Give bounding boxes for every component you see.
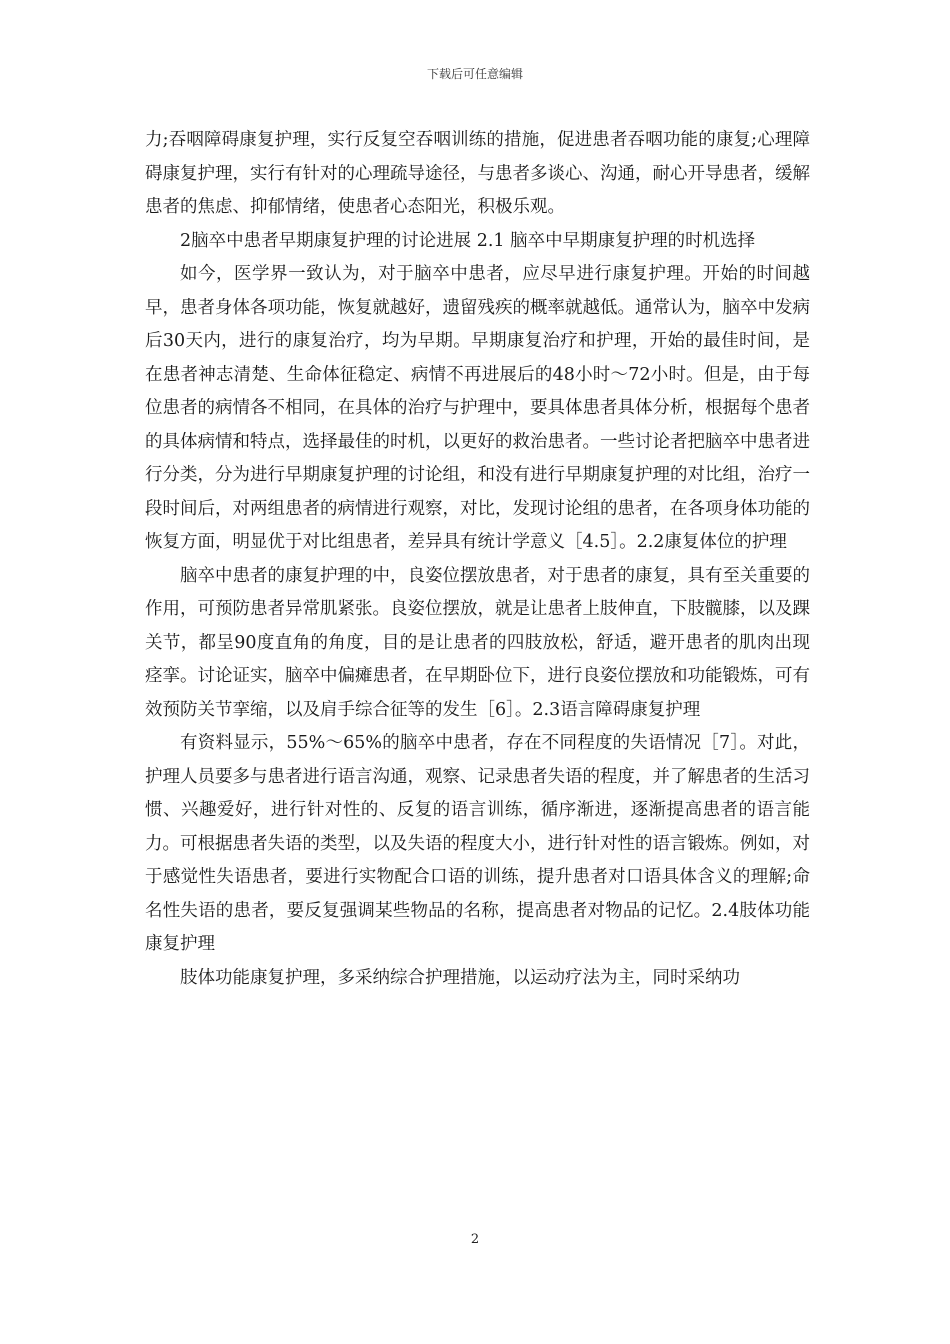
section-heading-timing: 2脑卒中患者早期康复护理的讨论进展 2.1 脑卒中早期康复护理的时机选择 [180, 230, 756, 251]
paragraph-language-rehab: 有资料显示，55%～65%的脑卒中患者，存在不同程度的失语情况［7］。对此，护理人员要多与患者进行语言沟通，观察、记录患者失语的程度，并了解患者的生活习惯、兴趣爱好，进行针对性的、反复的语言训练，循序渐进，逐渐提高患者的语言能力。可根据患者失语的类型，以及失语的程度大小，进行针对性的语言锻炼。例如，对于感觉性失语患者，要进行实物配合口语的训练，提升患者对口语具体含义的理解;命名性失语的患者，要反复强调某些物品的名称，提高患者对物品的记忆。2.4肢体功能康复护理 [145, 733, 810, 954]
document-body [145, 124, 810, 995]
paragraph-positioning-care: 脑卒中患者的康复护理的中，良姿位摆放患者，对于患者的康复，具有至关重要的作用，可预防患者异常肌紧张。良姿位摆放，就是让患者上肢伸直，下肢髋膝，以及踝关节，都呈90度直角的角度，目的是让患者的四肢放松，舒适，避开患者的肌肉出现痉挛。讨论证实，脑卒中偏瘫患者，在早期卧位下，进行良姿位摆放和功能锻炼，可有效预防关节挛缩，以及肩手综合征等的发生［6］。2.3语言障碍康复护理 [145, 565, 810, 720]
paragraph-swallowing-psychology: 力;吞咽障碍康复护理，实行反复空吞咽训练的措施，促进患者吞咽功能的康复;心理障碍康复护理，实行有针对的心理疏导途径，与患者多谈心、沟通，耐心开导患者，缓解患者的焦虑、抑郁情绪，使患者心态阳光，积极乐观。 [145, 130, 810, 217]
paragraph-early-rehab-timing: 如今，医学界一致认为，对于脑卒中患者，应尽早进行康复护理。开始的时间越早，患者身体各项功能，恢复就越好，遗留残疾的概率就越低。通常认为，脑卒中发病后30天内，进行的康复治疗，均为早期。早期康复治疗和护理，开始的最佳时间，是在患者神志清楚、生命体征稳定、病情不再进展后的48小时～72小时。但是，由于每位患者的病情各不相同，在具体的治疗与护理中，要具体患者具体分析，根据每个患者的具体病情和特点，选择最佳的时机，以更好的救治患者。一些讨论者把脑卒中患者进行分类，分为进行早期康复护理的讨论组，和没有进行早期康复护理的对比组，治疗一段时间后，对两组患者的病情进行观察，对比，发现讨论组的患者，在各项身体功能的恢复方面，明显优于对比组患者，差异具有统计学意义［4.5］。2.2康复体位的护理 [145, 264, 810, 552]
page-number: 2 [470, 1232, 480, 1247]
paragraph-limb-function: 肢体功能康复护理，多采纳综合护理措施，以运动疗法为主，同时采纳功 [180, 967, 740, 988]
page-header: 下载后可任意编辑 [426, 67, 523, 81]
